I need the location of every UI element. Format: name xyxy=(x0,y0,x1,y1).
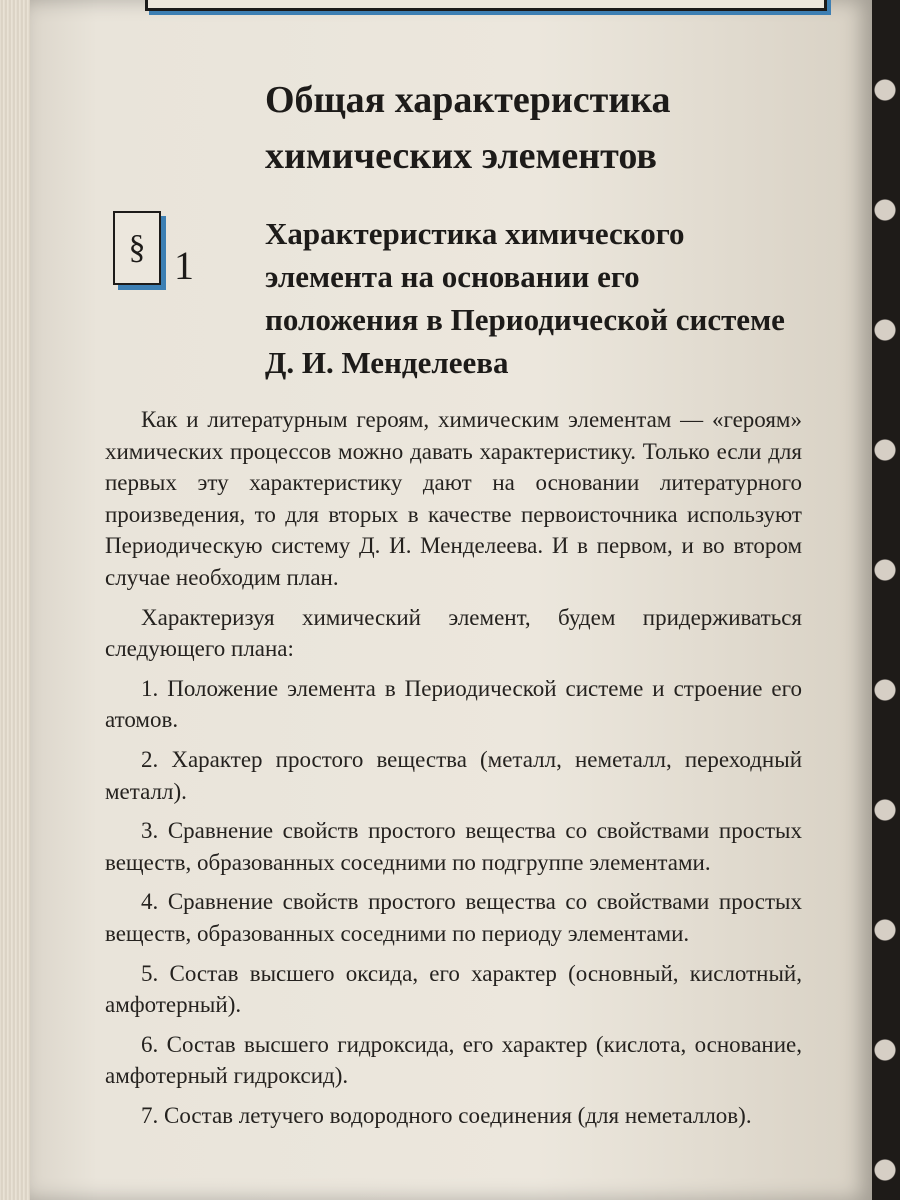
section-body xyxy=(105,404,802,1131)
chapter-title: Общая характеристика химических элементов xyxy=(265,79,671,177)
plan-item: 6. Состав высшего гидроксида, его характер (кислота, основание, амфотерный гидроксид). xyxy=(105,1031,802,1089)
plan-item: 2. Характер простого вещества (металл, неметалл, переходный металл). xyxy=(105,746,802,804)
plan-item: 3. Сравнение свойств простого вещества со свойствами простых веществ, образованных соседними по подгруппе элементами. xyxy=(105,818,802,875)
plan-intro-paragraph: Характеризуя химический элемент, будем придерживаться следующего плана: xyxy=(105,604,802,662)
section-number: 1 xyxy=(174,243,194,288)
plan-item: 5. Состав высшего оксида, его характер (основный, кислотный, амфотерный). xyxy=(105,960,802,1018)
plan-item: 4. Сравнение свойств простого вещества со свойствами простых веществ, образованных соседними по периоду элементами. xyxy=(105,889,802,946)
plan-item: 7. Состав летучего водородного соединения (для неметаллов). xyxy=(141,1102,752,1128)
intro-paragraph: Как и литературным героям, химическим элементам — «героям» химических процессов можно давать характеристику. Только если для первых эту характеристику дают на основании литературного произведения, то для вторых в качестве первоисточника используют Периодическую систему Д. И. Менделеева. И в первом, и во втором случае необходим план. xyxy=(105,407,802,590)
section-symbol-badge xyxy=(113,211,161,285)
section-symbol: § xyxy=(128,229,146,266)
previous-frame-box xyxy=(145,0,827,11)
plan-item: 1. Положение элемента в Периодической системе и строение его атомов. xyxy=(105,675,802,733)
section-title: Характеристика химического элемента на основании его положения в Периодической системе Д. И. Менделеева xyxy=(265,216,785,380)
page-edges xyxy=(0,0,34,1200)
